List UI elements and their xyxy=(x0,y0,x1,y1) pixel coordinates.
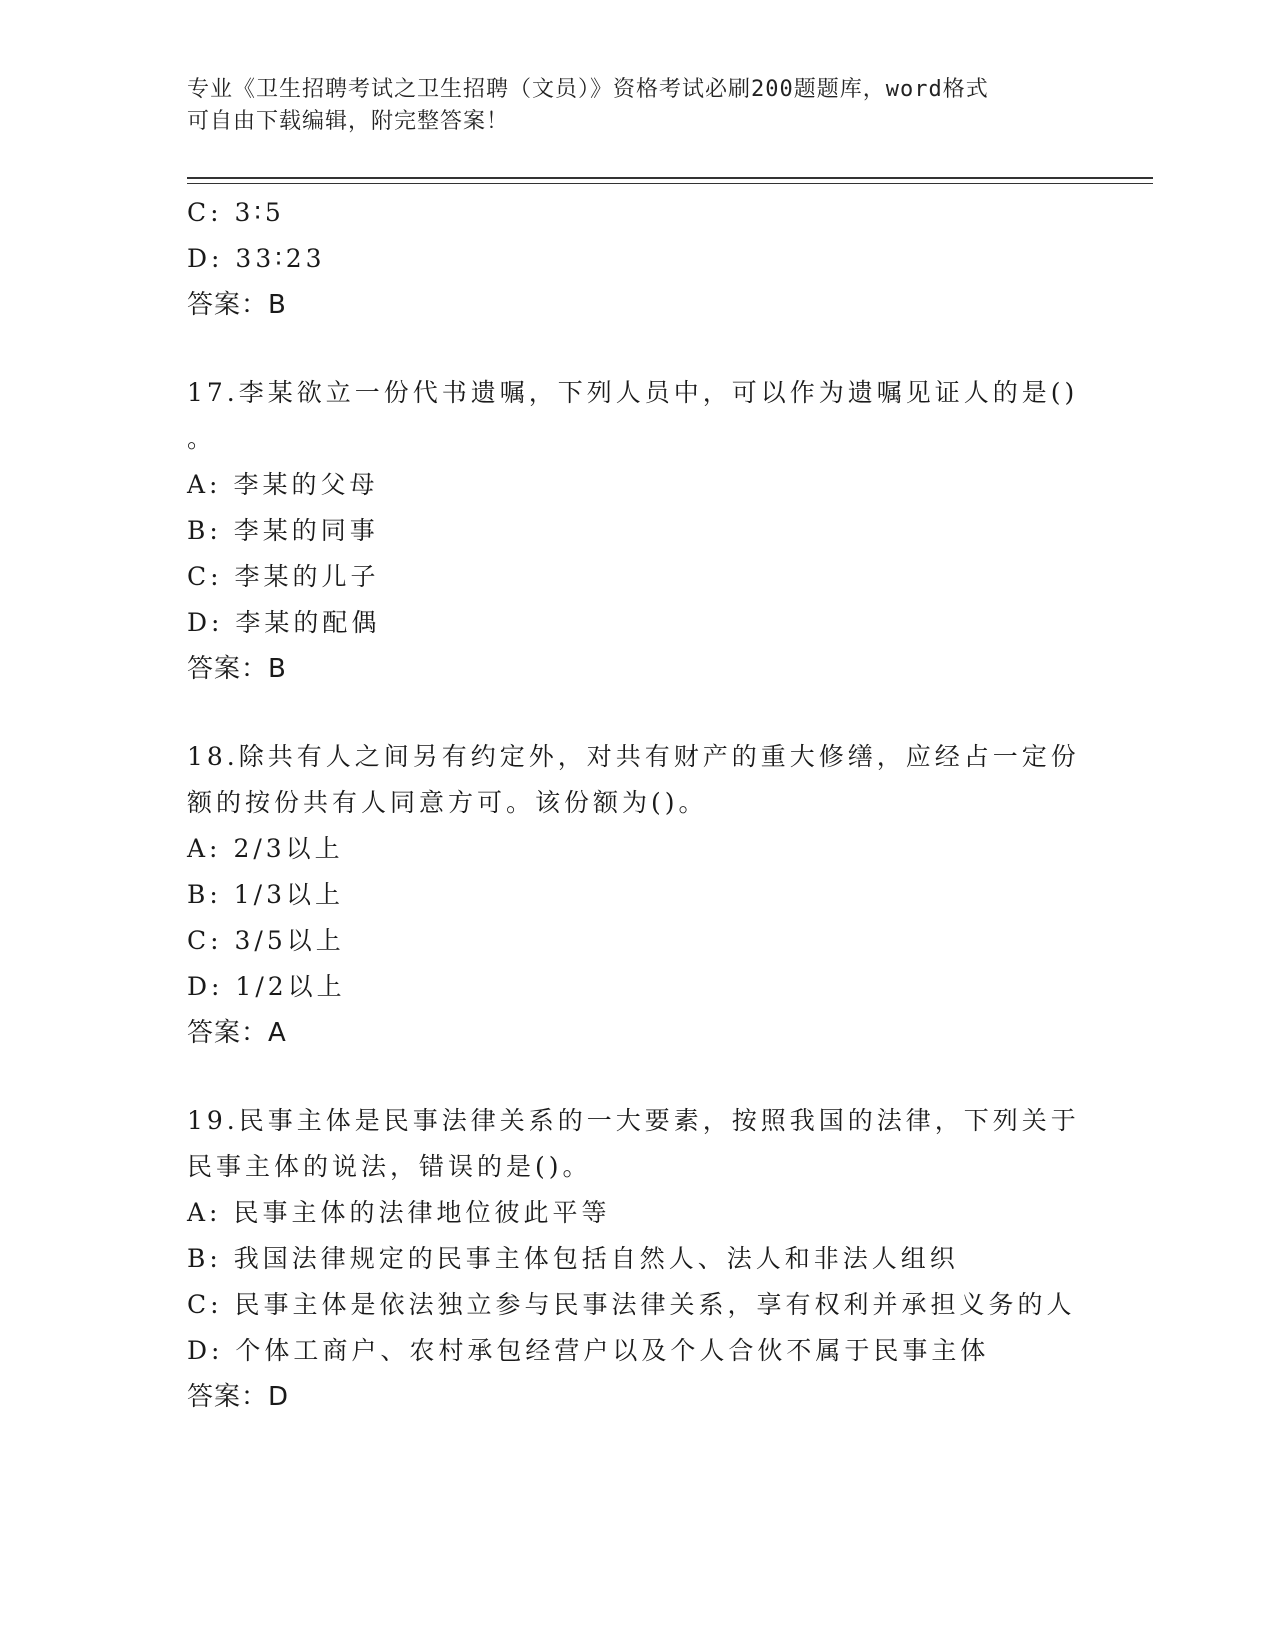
question-stem: 17.李某欲立一份代书遗嘱，下列人员中，可以作为遗嘱见证人的是() 。 xyxy=(187,378,1079,453)
question-18 xyxy=(187,734,1087,1056)
header-line-2: 可自由下载编辑，附完整答案！ xyxy=(187,109,510,134)
question-stem: 18.除共有人之间另有约定外，对共有财产的重大修缮，应经占一定份 额的按份共有人同意方可。该份额为()。 xyxy=(187,742,1080,817)
header-rule-thick xyxy=(187,177,1153,179)
option-b: B: 李某的同事 xyxy=(187,516,379,545)
option-a: A: 民事主体的法律地位彼此平等 xyxy=(187,1198,611,1227)
answer-line: 答案：A xyxy=(187,1018,287,1048)
answer-line: 答案：B xyxy=(187,654,287,684)
document-header xyxy=(187,74,1067,138)
option-a: A: 李某的父母 xyxy=(187,470,379,499)
answer-line: 答案：B xyxy=(187,290,287,320)
option-b: B: 1/3以上 xyxy=(187,880,344,909)
option-c: C: 3/5以上 xyxy=(187,926,345,955)
option-c: C: 3∶5 xyxy=(187,198,285,227)
option-c: C: 民事主体是依法独立参与民事法律关系，享有权利并承担义务的人 xyxy=(187,1290,1076,1319)
previous-question-tail xyxy=(187,190,1087,328)
option-d: D: 个体工商户、农村承包经营户以及个人合伙不属于民事主体 xyxy=(187,1336,990,1365)
option-a: A: 2/3以上 xyxy=(187,834,344,863)
header-line-1: 专业《卫生招聘考试之卫生招聘（文员）》资格考试必刷200题题库，word格式 xyxy=(187,77,989,102)
question-19 xyxy=(187,1098,1087,1420)
question-17 xyxy=(187,370,1087,692)
header-rule-thin xyxy=(187,183,1153,184)
option-d: D: 李某的配偶 xyxy=(187,608,381,637)
answer-line: 答案：D xyxy=(187,1382,290,1412)
option-d: D: 1/2以上 xyxy=(187,972,346,1001)
question-stem: 19.民事主体是民事法律关系的一大要素，按照我国的法律，下列关于 民事主体的说法，错误的是()。 xyxy=(187,1106,1080,1181)
document-body xyxy=(187,190,1087,1420)
option-b: B: 我国法律规定的民事主体包括自然人、法人和非法人组织 xyxy=(187,1244,959,1273)
option-c: C: 李某的儿子 xyxy=(187,562,380,591)
option-d: D: 33∶23 xyxy=(187,244,326,273)
